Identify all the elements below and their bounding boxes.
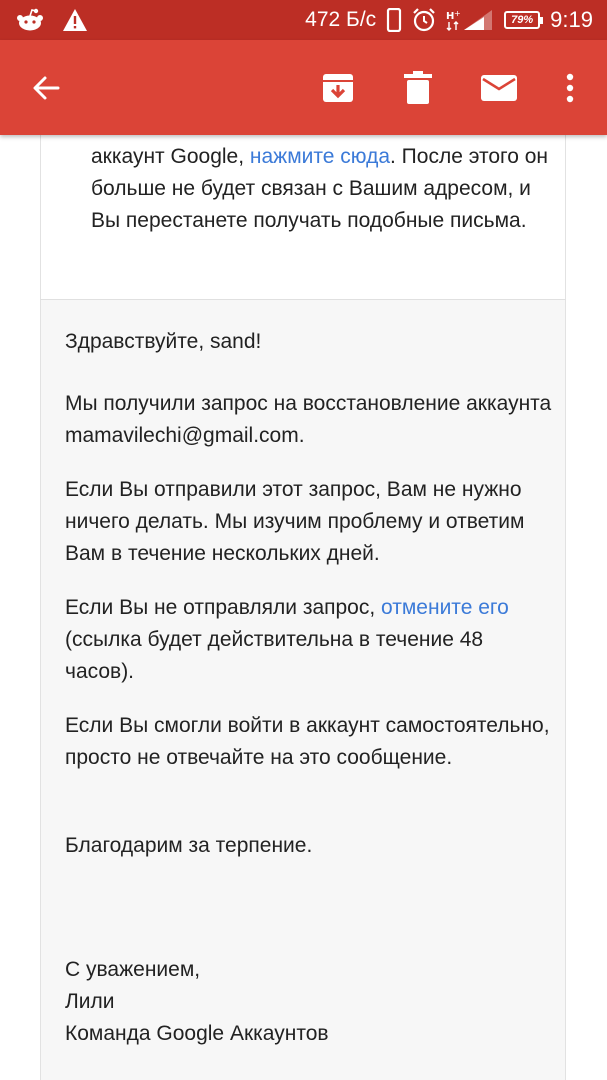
paragraph-request: Мы получили запрос на восстановление аккаунта mamavilechi@gmail.com.: [65, 392, 552, 447]
signature-team: Команда Google Аккаунтов: [65, 1022, 329, 1045]
delete-button[interactable]: [398, 68, 438, 108]
signature-name: Лили: [65, 990, 115, 1013]
svg-text:+: +: [454, 9, 461, 18]
network-speed: 472 Б/с: [305, 8, 377, 31]
previous-message-text: аккаунт Google, нажмите сюда. После этого он больше не будет связан с Вашим адресом, и Вы перестанете получать подобные письма.: [91, 145, 549, 232]
app-bar: [0, 40, 607, 135]
paragraph-ignore: Если Вы смогли войти в аккаунт самостоятельно, просто не отвечайте на это сообщение.: [65, 714, 550, 769]
warning-icon: [62, 8, 88, 32]
previous-message-link[interactable]: нажмите сюда: [249, 145, 391, 168]
svg-text:H: H: [446, 11, 455, 22]
status-bar: [0, 0, 607, 40]
paragraph-no-action: Если Вы отправили этот запрос, Вам не нужно ничего делать. Мы изучим проблему и ответим Вам в течение нескольких дней.: [65, 478, 525, 565]
reddit-notification-icon: [16, 8, 44, 32]
email-body: [40, 300, 566, 1080]
mark-unread-button[interactable]: [479, 68, 519, 108]
archive-button[interactable]: [318, 68, 358, 108]
more-options-button[interactable]: [550, 68, 590, 108]
alarm-icon: [412, 8, 436, 32]
mark-unread-icon: [480, 73, 518, 103]
delete-icon: [403, 71, 433, 105]
greeting: Здравствуйте, sand!: [65, 330, 262, 353]
clock: 9:19: [550, 7, 593, 32]
signal-icon: [446, 8, 494, 32]
vibrate-icon: [386, 8, 402, 32]
archive-icon: [321, 71, 355, 105]
signature-regards: С уважением,: [65, 958, 201, 981]
back-button[interactable]: [28, 70, 64, 106]
email-content: [0, 135, 607, 1080]
previous-message-section: [40, 135, 566, 300]
back-arrow-icon: [30, 72, 62, 104]
paragraph-thanks: Благодарим за терпение.: [65, 834, 313, 857]
paragraph-cancel: Если Вы не отправляли запрос, отмените его (ссылка будет действительна в течение 48 часов).: [65, 596, 509, 683]
cancel-request-link[interactable]: отмените его: [381, 596, 509, 619]
battery-indicator: 79%: [504, 11, 540, 29]
more-vert-icon: [565, 72, 575, 104]
